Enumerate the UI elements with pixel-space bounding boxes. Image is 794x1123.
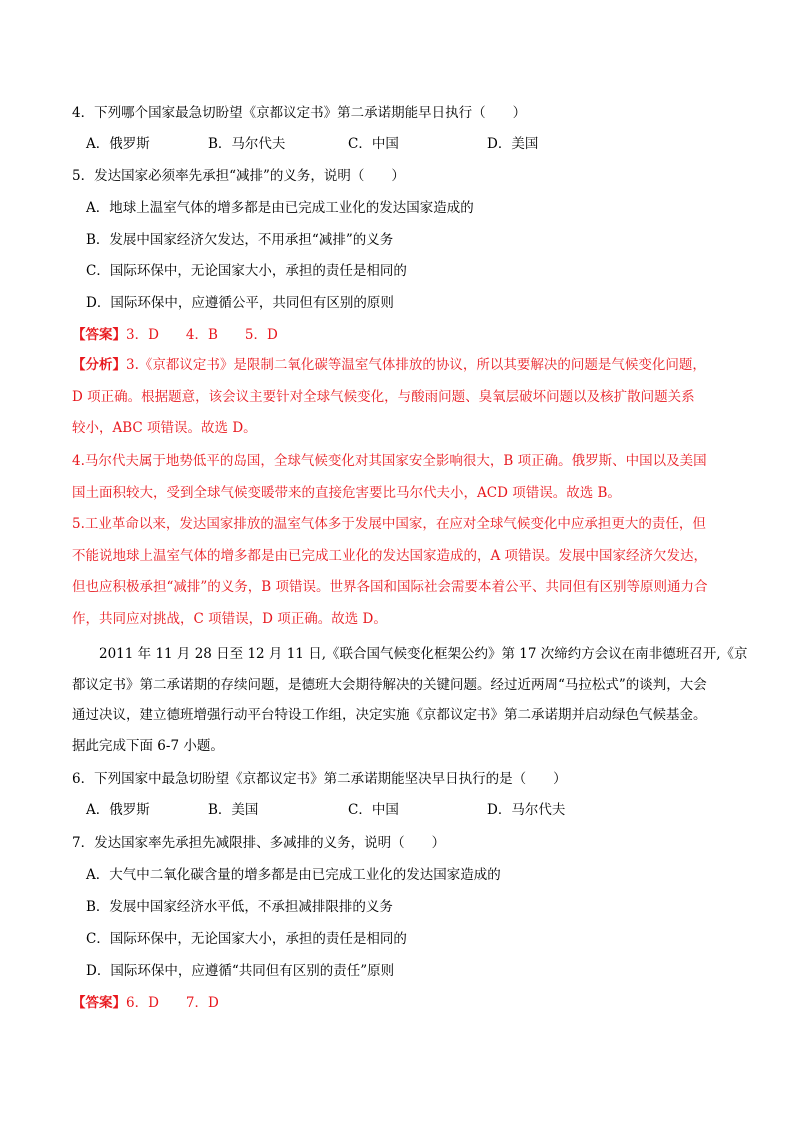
analysis-5-line-4: 作，共同应对挑战，C 项错误，D 项正确。故选 D。 [72, 610, 387, 627]
question-7-stem: 7．发达国家率先承担先减限排、多减排的义务，说明（ ） [72, 835, 446, 851]
question-6-stem: 6．下列国家中最急切盼望《京都议定书》第二承诺期能坚决早日执行的是（ ） [72, 771, 567, 787]
question-5-option-d: D．国际环保中，应遵循公平，共同但有区别的原则 [86, 295, 394, 311]
option-c: C．中国 [348, 136, 399, 152]
answer-block-1 [72, 325, 278, 345]
question-7-option-a: A．大气中二氧化碳含量的增多都是由已完成工业化的发达国家造成的 [86, 867, 501, 883]
passage-line-2: 都议定书》第二承诺期的存续问题，是德班大会期待解决的关键问题。经过近两周“马拉松式”的谈判，大会 [72, 676, 707, 693]
analysis-4-line-1: 4.马尔代夫属于地势低平的岛国，全球气候变化对其国家安全影响很大，B 项正确。俄罗斯、中国以及美国 [72, 453, 707, 469]
passage-line-4: 据此完成下面 6-7 小题。 [72, 737, 224, 754]
analysis-5-line-1: 5.工业革命以来，发达国家排放的温室气体多于发展中国家，在应对全球气候变化中应承担更大的责任，但 [72, 516, 706, 532]
passage-line-1: 2011 年 11 月 28 日至 12 月 11 日,《联合国气候变化框架公约》第 17 次缔约方会议在南非德班召开,《京 [72, 646, 748, 662]
option-c: C．中国 [348, 802, 399, 818]
question-5-option-b: B．发展中国家经济欠发达，不用承担“减排”的义务 [86, 232, 394, 248]
analysis-5-line-3: 但也应积极承担“减排”的义务，B 项错误。世界各国和国际社会需要本着公平、共同但有区别等原则通力合 [72, 579, 708, 595]
option-b: B．美国 [208, 802, 259, 818]
answer-tag: 【答案】 [72, 327, 126, 343]
option-b: B．马尔代夫 [208, 136, 286, 152]
answer-block-2 [72, 993, 219, 1013]
analysis-3-line-1: 【分析】3.《京都议定书》是限制二氧化碳等温室气体排放的协议，所以其要解决的问题是气候变化问题， [72, 357, 706, 373]
question-5-option-a: A．地球上温室气体的增多都是由已完成工业化的发达国家造成的 [86, 200, 474, 216]
analysis-3-line-2: D 项正确。根据题意，该会议主要针对全球气候变化，与酸雨问题、臭氧层破坏问题以及核扩散问题关系 [72, 388, 695, 405]
analysis-5 [72, 509, 722, 635]
answer-text: 3．D 4．B 5．D [126, 327, 278, 343]
option-a: A．俄罗斯 [86, 136, 150, 152]
answer-tag: 【答案】 [72, 995, 126, 1011]
question-5-option-c: C．国际环保中，无论国家大小，承担的责任是相同的 [86, 263, 407, 279]
question-7-option-c: C．国际环保中，无论国家大小，承担的责任是相同的 [86, 931, 407, 947]
reading-passage [72, 639, 748, 761]
option-d: D．美国 [487, 136, 539, 152]
analysis-3-line-3: 较小，ABC 项错误。故选 D。 [72, 420, 257, 436]
analysis-5-line-2: 不能说地球上温室气体的增多都是由已完成工业化的发达国家造成的，A 项错误。发展中国家经济欠发达， [72, 547, 708, 564]
question-7-option-d: D．国际环保中，应遵循“共同但有区别的责任”原则 [86, 963, 395, 979]
question-4-stem: 4．下列哪个国家最急切盼望《京都议定书》第二承诺期能早日执行（ ） [72, 105, 527, 121]
analysis-4-line-2: 国土面积较大，受到全球气候变暖带来的直接危害要比马尔代夫小，ACD 项错误。故选 B。 [72, 484, 621, 501]
answer-text: 6．D 7．D [126, 995, 219, 1011]
analysis-tag: 【分析】 [72, 357, 126, 373]
question-7-option-b: B．发展中国家经济水平低，不承担减排限排的义务 [86, 899, 393, 915]
passage-line-3: 通过决议，建立德班增强行动平台特设工作组，决定实施《京都议定书》第二承诺期并启动绿色气候基金。 [72, 707, 707, 723]
option-a: A．俄罗斯 [86, 802, 150, 818]
question-5-stem: 5．发达国家必须率先承担“减排”的义务，说明（ ） [72, 168, 405, 184]
option-d: D．马尔代夫 [487, 802, 566, 818]
analysis-3 [72, 350, 722, 445]
analysis-4 [72, 446, 722, 509]
